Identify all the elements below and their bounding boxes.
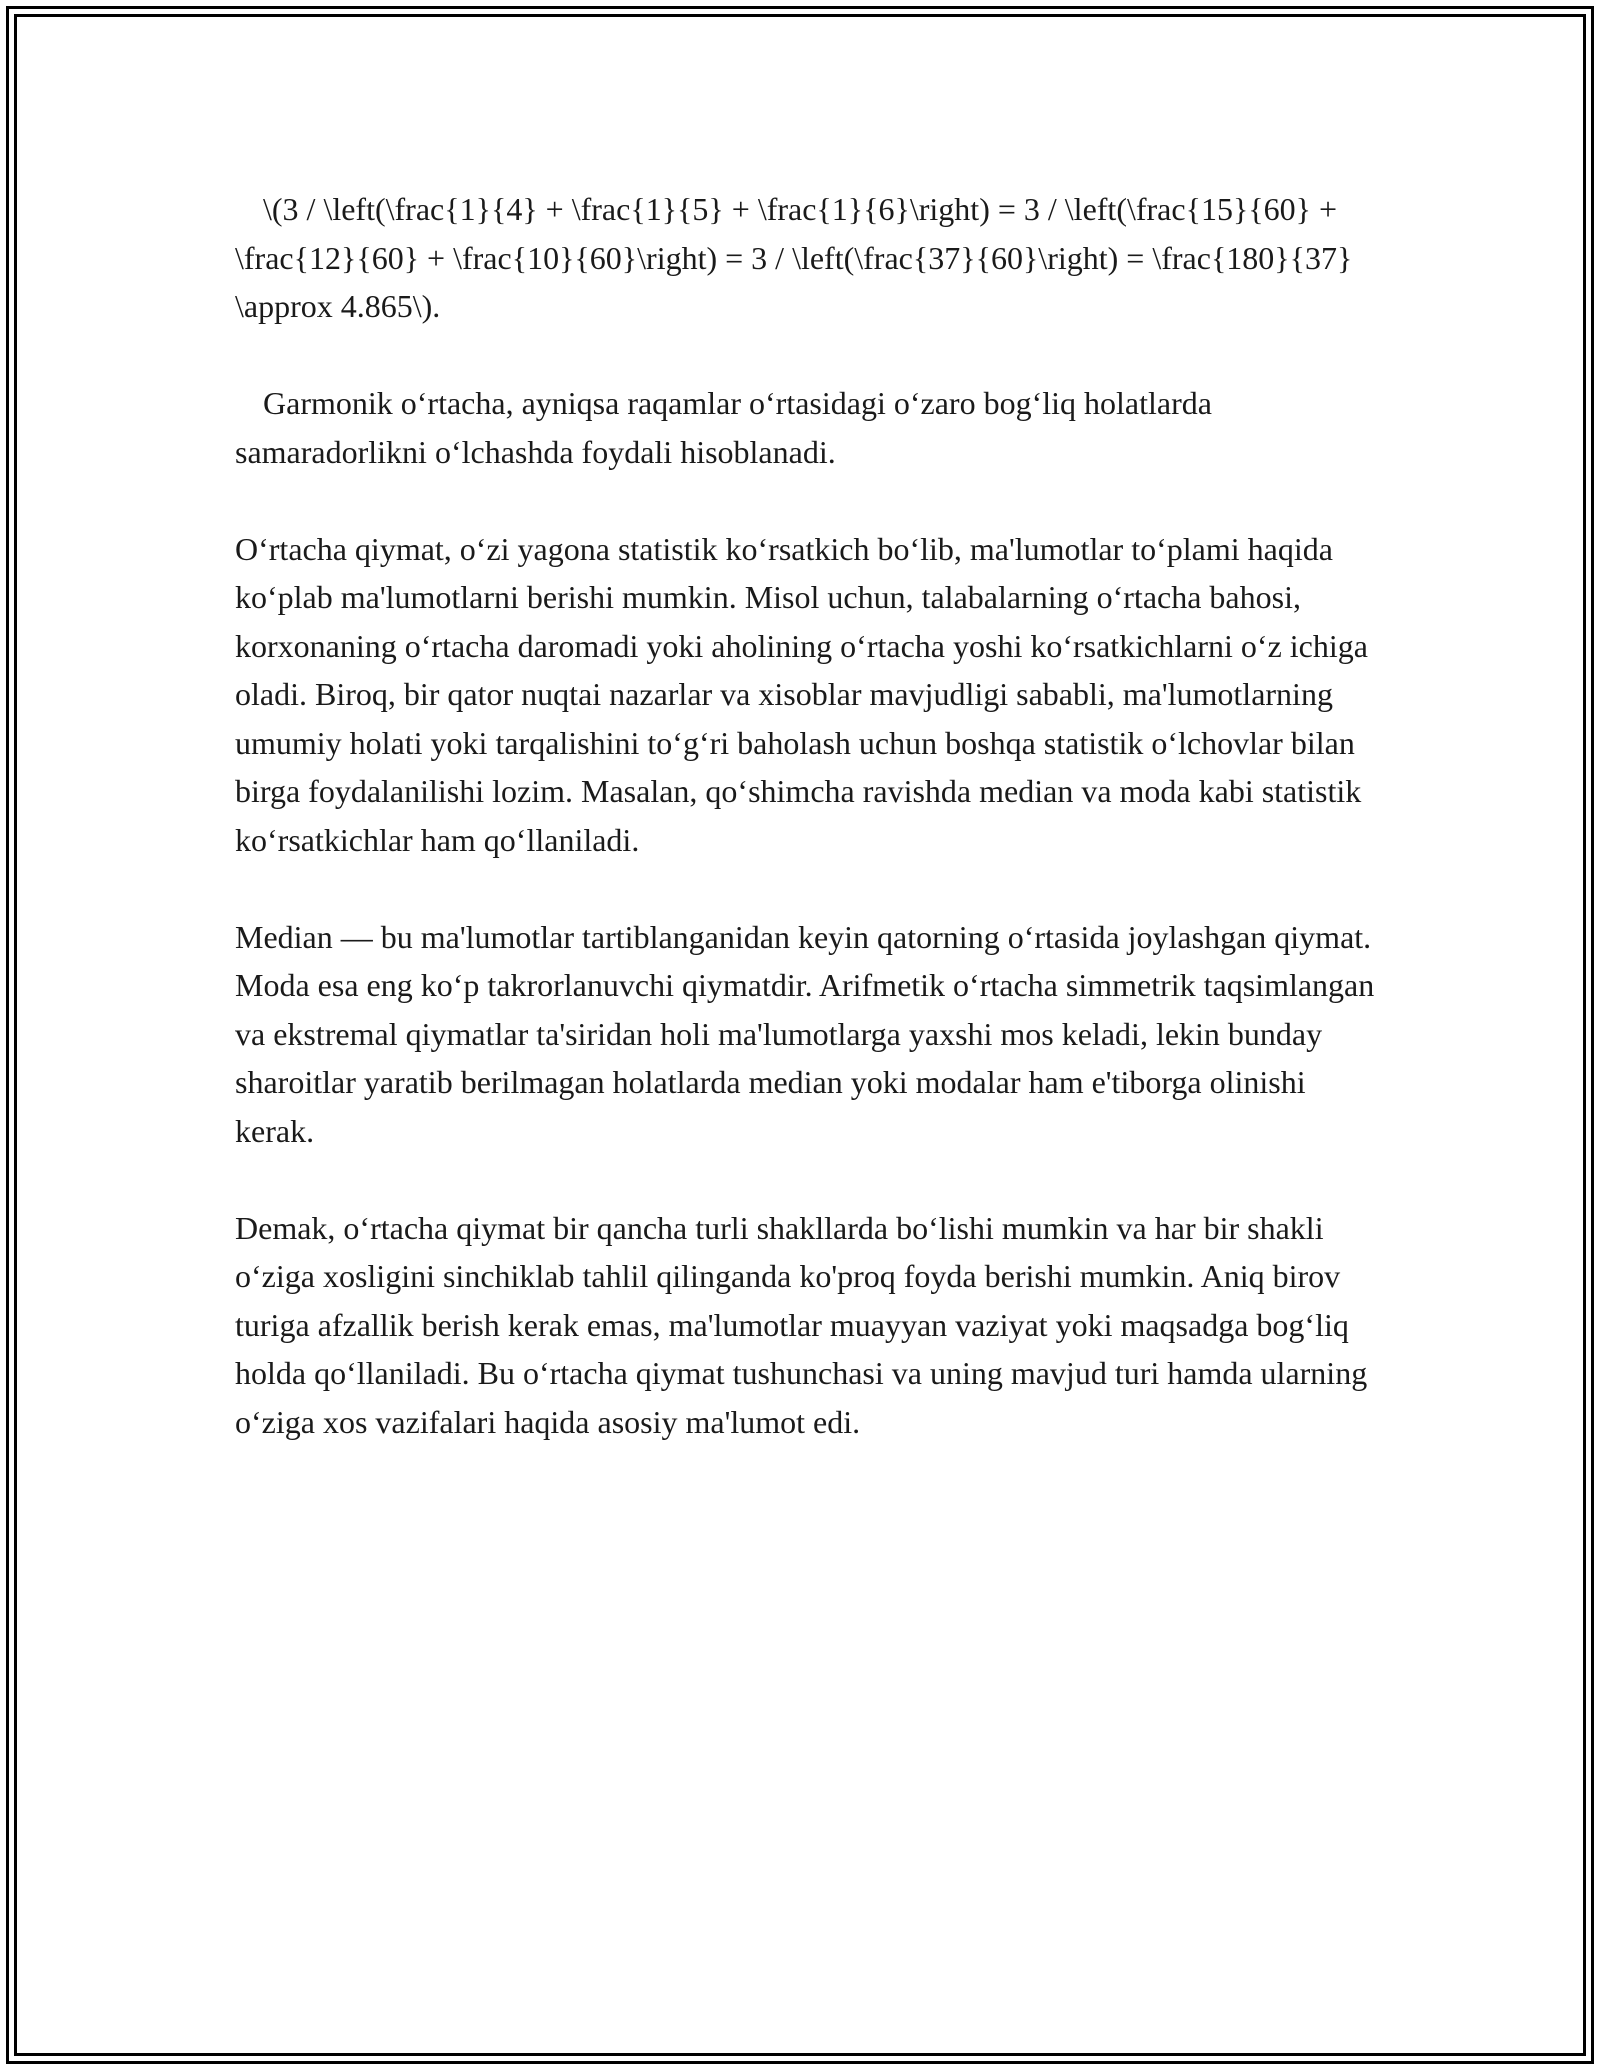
conclusion-paragraph: Demak, o‘rtacha qiymat bir qancha turli shakllarda bo‘lishi mumkin va har bir shakli o‘ziga xosligini sinchiklab tahlil qilinganda ko'proq foyda berishi mumkin. Aniq birov turiga afzallik berish kerak emas, ma'lumotlar muayyan vaziyat yoki maqsadga bog‘liq holda qo‘llaniladi. Bu o‘rtacha qiymat tushunchasi va uning mavjud turi hamda ularning o‘ziga xos vazifalari haqida asosiy ma'lumot edi. [235,1209,1368,1440]
document-body [235,185,1375,1495]
formula-paragraph: \(3 / \left(\frac{1}{4} + \frac{1}{5} + \frac{1}{6}\right) = 3 / \left(\frac{15}{60} + \frac{12}{60} + \frac{10}{60}\right) = 3 / \left(\frac{37}{60}\right) = \frac{180}{37} \approx 4.865\). [235,191,1353,324]
mean-value-paragraph: O‘rtacha qiymat, o‘zi yagona statistik ko‘rsatkich bo‘lib, ma'lumotlar to‘plami haqida ko‘plab ma'lumotlarni berishi mumkin. Misol uchun, talabalarning o‘rtacha bahosi, korxonaning o‘rtacha daromadi yoki aholining o‘rtacha yoshi ko‘rsatkichlarni o‘z ichiga oladi. Biroq, bir qator nuqtai nazarlar va xisoblar mavjudligi sababli, ma'lumotlarning umumiy holati yoki tarqalishini to‘g‘ri baholash uchun boshqa statistik o‘lchovlar bilan birga foydalanilishi lozim. Masalan, qo‘shimcha ravishda median va moda kabi statistik ko‘rsatkichlar ham qo‘llaniladi. [235,530,1368,858]
median-mode-paragraph: Median — bu ma'lumotlar tartiblanganidan keyin qatorning o‘rtasida joylashgan qiymat. Moda esa eng ko‘p takrorlanuvchi qiymatdir. Arifmetik o‘rtacha simmetrik taqsimlangan va ekstremal qiymatlar ta'siridan holi ma'lumotlarga yaxshi mos keladi, lekin bunday sharoitlar yaratib berilmagan holatlarda median yoki modalar ham e'tiborga olinishi kerak. [235,918,1375,1149]
harmonic-mean-paragraph: Garmonik o‘rtacha, ayniqsa raqamlar o‘rtasidagi o‘zaro bog‘liq holatlarda samaradorlikni o‘lchashda foydali hisoblanadi. [235,385,1212,470]
